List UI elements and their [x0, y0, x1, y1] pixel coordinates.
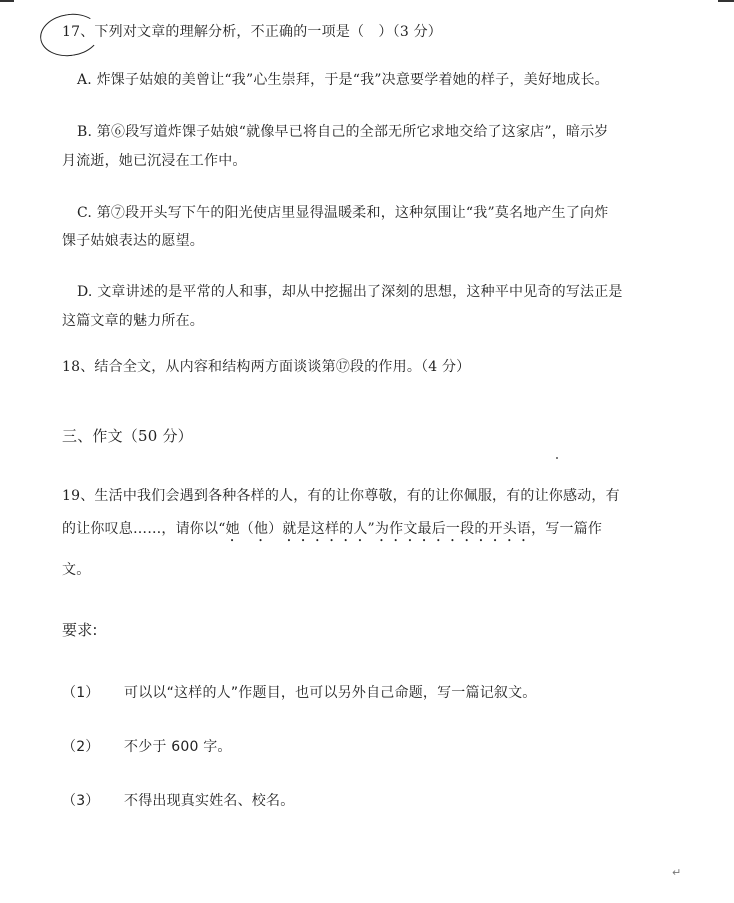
option-d-line1: D. 文章讲述的是平常的人和事，却从中挖掘出了深刻的思想，这种平中见奇的写法正是 — [77, 284, 623, 300]
option-a: A. 炸馃子姑娘的美曾让“我”心生崇拜，于是“我”决意要学着她的样子，美好地成长。 — [77, 72, 609, 88]
question-19-line2 — [62, 519, 602, 545]
section-3-heading: 三、作文（50 分） — [62, 427, 193, 445]
option-b-line1: B. 第⑥段写道炸馃子姑娘“就像早已将自己的全部无所它求地交给了这家店”，暗示岁 — [77, 124, 609, 140]
requirements-title: 要求: — [62, 621, 98, 639]
question-19-line1: 19、生活中我们会遇到各种各样的人，有的让你尊敬，有的让你佩服，有的让你感动，有 — [62, 488, 620, 504]
question-19-line2-end: ，写一篇作 — [531, 521, 603, 537]
option-d-line2: 这篇文章的魅力所在。 — [62, 313, 204, 329]
requirement-2-text: 不少于 600 字。 — [124, 739, 232, 755]
question-19-line2-start: 的让你叹息……，请你以“ — [62, 521, 226, 537]
question-19-line3: 文。 — [62, 562, 91, 578]
question-17-stem: 17、下列对文章的理解分析，不正确的一项是（ ）（3 分） — [62, 24, 442, 40]
requirement-1-number: （1） — [62, 685, 100, 701]
option-b-line2: 月流逝，她已沉浸在工作中。 — [62, 153, 247, 169]
option-c-line1: C. 第⑦段开头写下午的阳光使店里显得温暖柔和，这种氛围让“我”莫名地产生了向炸 — [77, 205, 609, 221]
emphasized-opening-phrase: 她（他）就是这样的人”为作文最后一段的开头语 — [225, 521, 532, 537]
requirement-1-text: 可以以“这样的人”作题目，也可以另外自己命题，写一篇记叙文。 — [124, 685, 537, 701]
requirement-3-text: 不得出现真实姓名、校名。 — [124, 793, 295, 809]
page-edge-mark-right — [718, 0, 734, 2]
option-c-line2: 馃子姑娘表达的愿望。 — [62, 233, 204, 249]
question-18: 18、结合全文，从内容和结构两方面谈谈第⑰段的作用。（4 分） — [62, 359, 471, 375]
scan-speck — [556, 457, 558, 459]
page-edge-mark-left — [0, 0, 14, 2]
paragraph-return-icon: ↵ — [672, 866, 682, 879]
requirement-3-number: （3） — [62, 793, 100, 809]
requirement-2-number: （2） — [62, 739, 100, 755]
